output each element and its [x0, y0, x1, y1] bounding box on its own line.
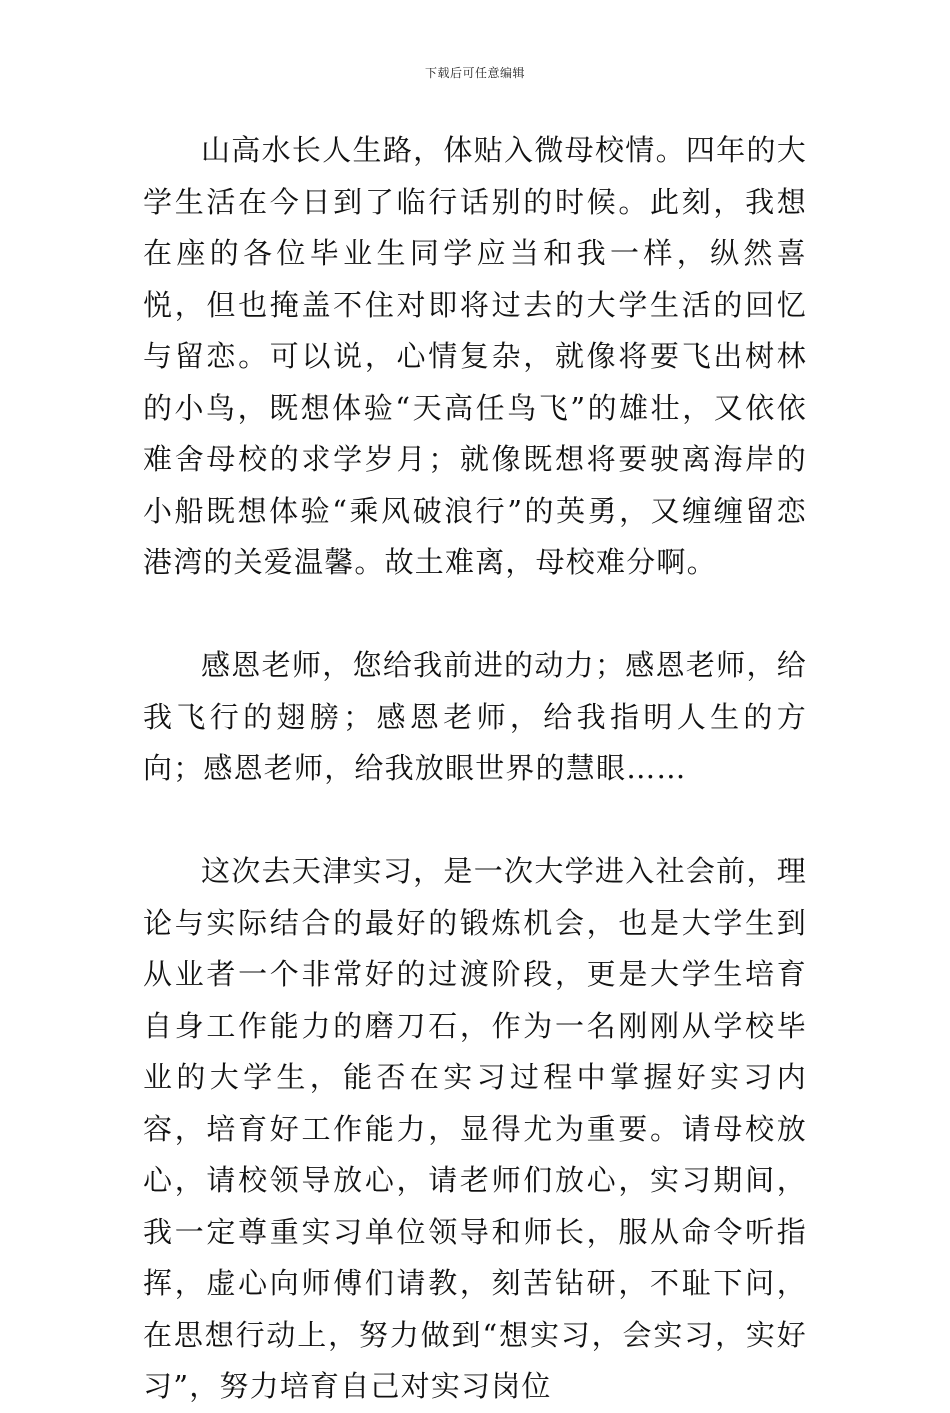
page-header: 下载后可任意编辑 [424, 66, 525, 80]
paragraph-internship: 这次去天津实习，是一次大学进入社会前，理论与实际结合的最好的锻炼机会，也是大学生到从业者一个非常好的过渡阶段，更是大学生培育自身工作能力的磨刀石，作为一名刚刚从学校毕业的大学生，能否在实习过程中掌握好实习内容，培育好工作能力，显得尤为重要。请母校放心，请校领导放心，请老师们放心，实习期间，我一定尊重实习单位领导和师长，服从命令听指挥，虚心向师傅们请教，刻苦钻研，不耻下问，在思想行动上，努力做到“想实习，会实习，实好习”，努力培育自己对实习岗位 [143, 854, 807, 1403]
paragraph-farewell: 山高水长人生路，体贴入微母校情。四年的大学生活在今日到了临行话别的时候。此刻，我想在座的各位毕业生同学应当和我一样，纵然喜悦，但也掩盖不住对即将过去的大学生活的回忆与留恋。可以说，心情复杂，就像将要飞出树林的小鸟，既想体验“天高任鸟飞”的雄壮，又依依难舍母校的求学岁月；就像既想将要驶离海岸的小船既想体验“乘风破浪行”的英勇，又缠缠留恋港湾的关爱温馨。故土难离，母校难分啊。 [143, 133, 807, 579]
paragraph-spacer [143, 589, 807, 641]
document-body [143, 125, 807, 1413]
paragraph-spacer [143, 795, 807, 847]
paragraph-thanks-teachers: 感恩老师，您给我前进的动力；感恩老师，给我飞行的翅膀；感恩老师，给我指明人生的方向；感恩老师，给我放眼世界的慧眼…… [143, 648, 807, 785]
